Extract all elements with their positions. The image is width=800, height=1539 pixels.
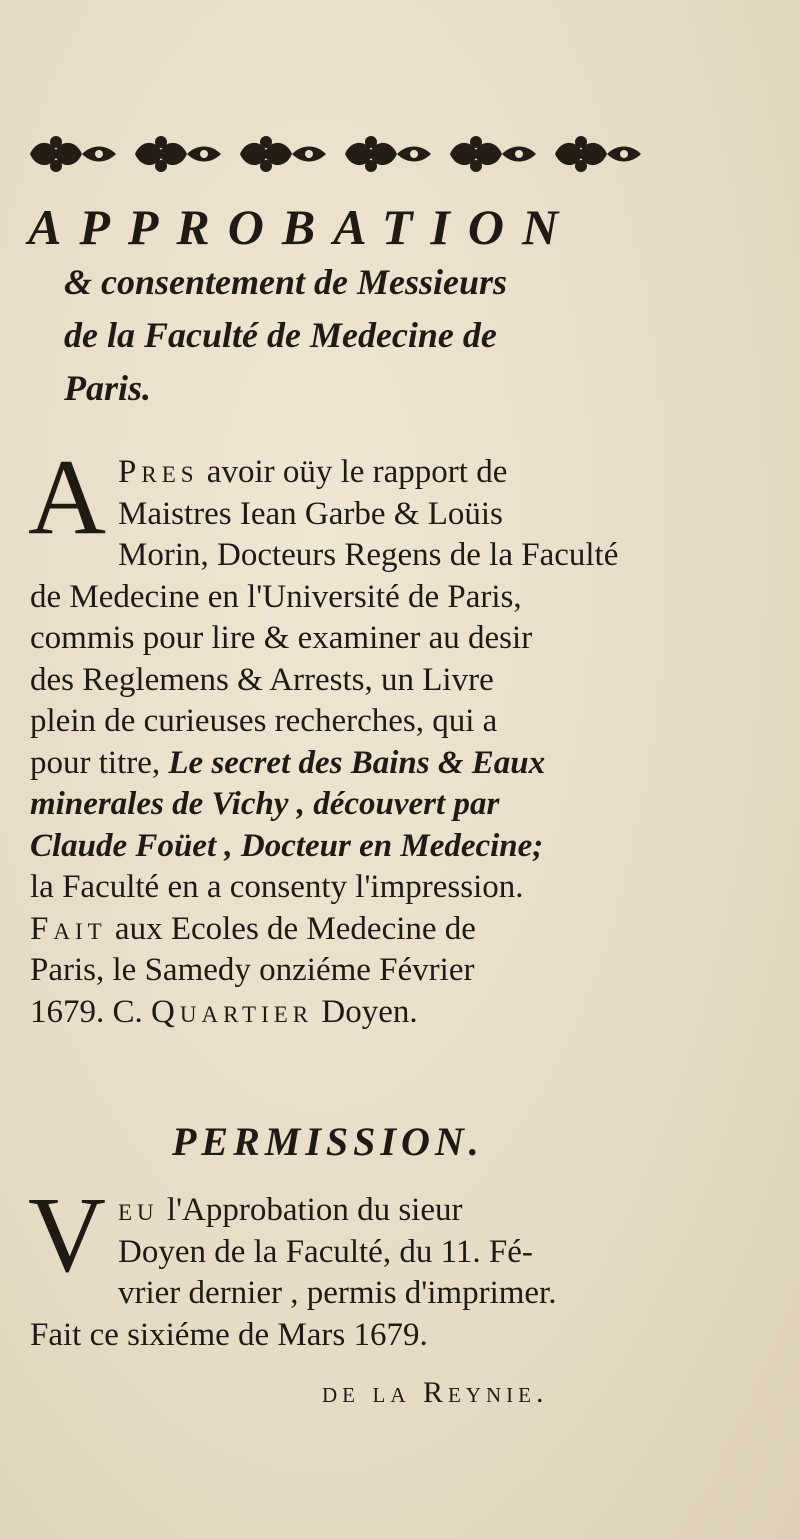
approbation-subtitle-line-3: Paris. (64, 368, 152, 408)
body-line: commis pour lire & examiner au desir (30, 620, 533, 656)
body-line: Maistres Iean Garbe & Loüis (118, 495, 503, 532)
small-caps-word: Pres (118, 454, 199, 490)
body-line-text: Doyen. (313, 993, 418, 1030)
approbation-body (28, 438, 680, 1033)
approbation-subtitle-line-1: & consentement de Messieurs (64, 262, 508, 302)
body-line: Morin, Docteurs Regens de la Faculté (118, 537, 619, 573)
body-line-text: aux Ecoles de Medecine de (106, 910, 476, 947)
body-line: de Medecine en l'Université de Paris, (30, 578, 522, 615)
approbation-heading (28, 198, 678, 415)
body-line (30, 992, 680, 1034)
body-line (30, 743, 680, 785)
body-line-text: l'Approbation du sieur (158, 1192, 463, 1228)
drop-cap-v: V (28, 1176, 106, 1295)
author-italic-line: Claude Foüet , Docteur en Medecine; (30, 827, 544, 864)
permission-body (28, 1176, 680, 1356)
signature: de la Reynie. (322, 1376, 549, 1409)
approbation-title: APPROBATION (28, 199, 577, 255)
body-line: vrier dernier , permis d'imprimer. (118, 1275, 557, 1311)
body-line: Paris, le Samedy onziéme Février (30, 952, 475, 988)
book-title-italic-line: minerales de Vichy , découvert par (30, 786, 500, 822)
book-title-italic: Le secret des Bains & Eaux (168, 744, 546, 781)
small-caps-word: Fait (30, 910, 107, 947)
permission-title: PERMISSION. (172, 1119, 484, 1164)
body-line: des Reglemens & Arrests, un Livre (30, 661, 494, 698)
small-caps-word: eu (118, 1192, 159, 1228)
body-line (30, 909, 680, 951)
body-line: la Faculté en a consenty l'impression. (30, 869, 524, 905)
drop-cap-a: A (28, 438, 106, 557)
body-line-text: 1679. C. (30, 993, 152, 1030)
printers-ornament-band (22, 128, 667, 180)
body-line (30, 1190, 680, 1232)
body-line-text: avoir oüy le rapport de (198, 454, 508, 490)
body-line: Doyen de la Faculté, du 11. Fé- (118, 1233, 533, 1270)
body-line: plein de curieuses recherches, qui a (30, 703, 498, 739)
approbation-subtitle-line-2: de la Faculté de Medecine de (64, 315, 497, 355)
dean-name-small-caps: Quartier (151, 993, 314, 1030)
body-line-text: pour titre, (30, 744, 169, 781)
body-line (30, 452, 680, 494)
body-line: Fait ce sixiéme de Mars 1679. (30, 1316, 428, 1353)
